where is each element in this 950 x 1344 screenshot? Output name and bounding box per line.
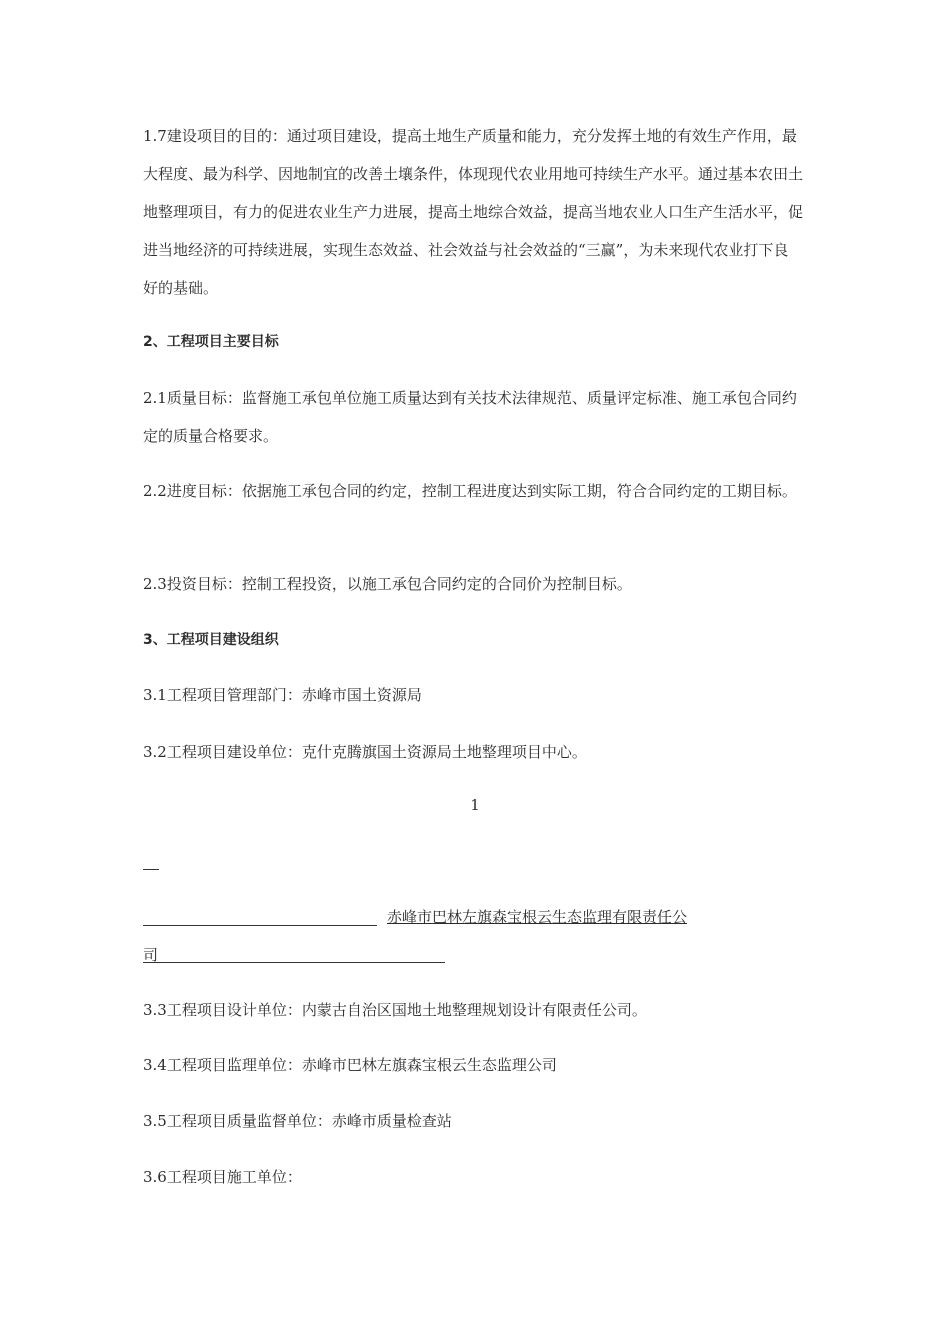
footer-company-line-2: 司: [143, 946, 159, 964]
paragraph-2-2: 2.2进度目标：依据施工承包合同的约定，控制工程进度达到实际工期，符合合同约定的工期目标。: [143, 482, 797, 500]
paragraph-3-2: 3.2工程项目建设单位：克什克腾旗国土资源局土地整理项目中心。: [143, 743, 587, 761]
paragraph-3-1: 3.1工程项目管理部门：赤峰市国土资源局: [143, 686, 422, 704]
footer-underline-2: [143, 962, 445, 963]
footer-dash: [143, 869, 159, 870]
heading-section-2: 2、工程项目主要目标: [143, 334, 279, 350]
page-number: 1: [470, 796, 480, 814]
paragraph-3-4: 3.4工程项目监理单位：赤峰市巴林左旗森宝根云生态监理公司: [143, 1056, 557, 1074]
footer-underline-1: [143, 925, 377, 926]
paragraph-2-1: 2.1质量目标：监督施工承包单位施工质量达到有关技术法律规范、质量评定标准、施工承包合同约定的质量合格要求。: [143, 389, 797, 445]
paragraph-1-7: 1.7建设项目的目的：通过项目建设，提高土地生产质量和能力，充分发挥土地的有效生产作用，最大程度、最为科学、因地制宜的改善土壤条件，体现现代农业用地可持续生产水平。通过基本农田土地整理项目，有力的促进农业生产力进展，提高土地综合效益，提高当地农业人口生产生活水平，促进当地经济的可持续进展，实现生态效益、社会效益与社会效益的“三赢”，为未来现代农业打下良好的基础。: [143, 127, 804, 297]
paragraph-3-6: 3.6工程项目施工单位：: [143, 1168, 302, 1186]
footer-company-line-1: 赤峰市巴林左旗森宝根云生态监理有限责任公: [387, 908, 688, 926]
paragraph-3-3: 3.3工程项目设计单位：内蒙古自治区国地土地整理规划设计有限责任公司。: [143, 1001, 647, 1019]
paragraph-3-5: 3.5工程项目质量监督单位：赤峰市质量检查站: [143, 1112, 452, 1130]
paragraph-2-3: 2.3投资目标：控制工程投资，以施工承包合同约定的合同价为控制目标。: [143, 575, 632, 593]
heading-section-3: 3、工程项目建设组织: [143, 632, 279, 648]
